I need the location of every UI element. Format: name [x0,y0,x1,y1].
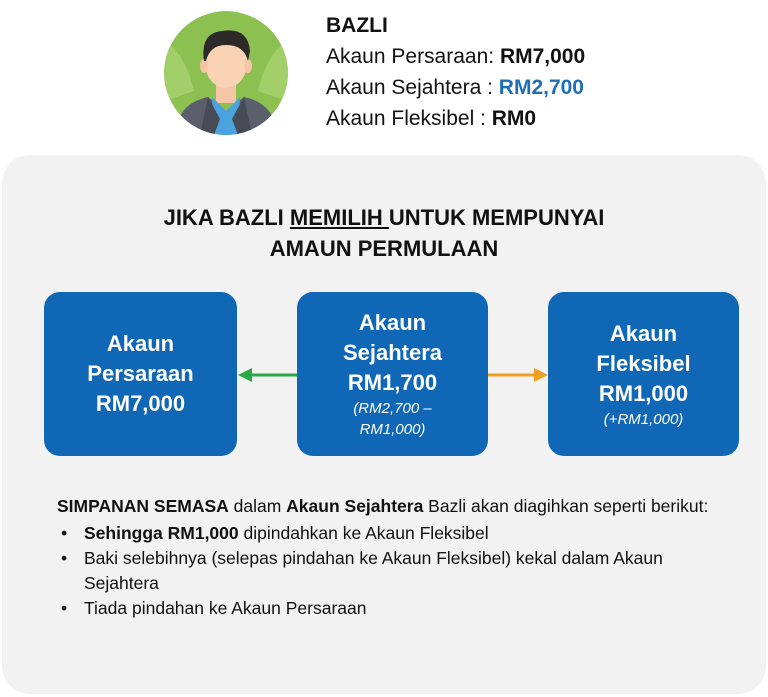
box-note: RM1,000) [359,421,426,438]
text: Bazli akan diagihkan seperti berikut: [423,496,709,516]
description-bullets [57,521,737,621]
box-amount: RM1,000 [598,380,689,406]
box-title: Akaun [609,320,678,346]
account-summary [326,10,585,134]
box-akaun-persaraan [44,292,237,456]
box-title: Akaun [358,310,427,335]
box-title: Fleksibel [596,350,691,376]
bold-text: Sehingga RM1,000 [84,523,239,543]
description-intro [57,494,737,519]
heading-line-2: AMAUN PERMULAAN [269,236,499,261]
summary-row-persaraan [326,41,585,72]
box-akaun-fleksibel [548,292,739,456]
text: dipindahkan ke Akaun Fleksibel [238,523,489,543]
box-amount: RM1,700 [347,370,438,395]
box-note: (+RM1,000) [603,410,684,428]
list-item [57,521,737,546]
distribution-description [57,494,737,621]
box-title: Persaraan [87,361,194,386]
person-name: BAZLI [326,14,388,37]
list-item [57,596,737,621]
list-item [57,546,737,596]
summary-label: Akaun Persaraan: [326,45,500,68]
box-akaun-sejahtera [297,292,488,456]
text: Tiada pindahan ke Akaun Persaraan [84,598,367,618]
person-avatar-icon [164,11,288,135]
summary-value: RM0 [491,107,537,130]
summary-label: Akaun Sejahtera : [326,76,499,99]
box-note: (RM2,700 – [353,400,432,417]
bold-text: SIMPANAN SEMASA [57,496,229,516]
bold-text: Akaun Sejahtera [286,496,424,516]
summary-value: RM2,700 [498,76,584,99]
heading-line-1 [0,202,768,233]
summary-row-fleksibel [326,103,585,134]
text: dalam [228,496,287,516]
heading-underlined-text: MEMILIH [289,205,389,230]
scenario-heading [0,202,768,264]
summary-value: RM7,000 [499,45,586,68]
summary-label: Akaun Fleksibel : [326,107,492,130]
box-amount: RM7,000 [95,391,186,416]
text: Baki selebihnya (selepas pindahan ke Akaun Fleksibel) kekal dalam Akaun Sejahtera [84,548,663,593]
heading-text: JIKA BAZLI [163,205,290,230]
box-title: Sejahtera [342,340,443,365]
summary-row-sejahtera [326,72,585,103]
box-title: Akaun [106,331,175,356]
heading-text: UNTUK MEMPUNYAI [388,205,605,230]
